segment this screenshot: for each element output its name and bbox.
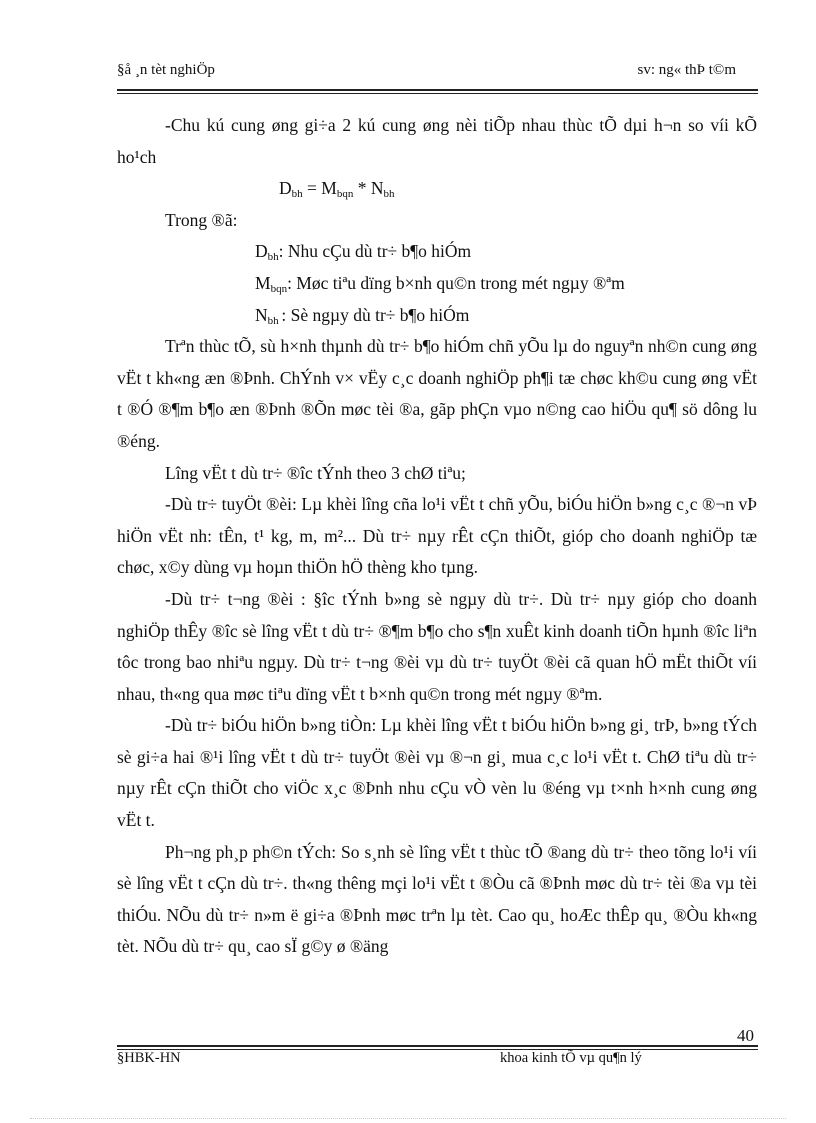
paragraph-chu-ky: -Chu kú cung øng gi÷a 2 kú cung øng nèi tiÕp nhau thùc tÕ dµi h¬n so víi kÕ ho¹ch [117, 115, 757, 167]
paragraph-du-tru-tuong-doi: -Dù tr÷ t¬ng ®èi : §îc tÝnh b»ng sè ngµy dù tr÷. Dù tr÷ nµy gióp cho doanh nghiÖp thÊy ®îc sè lîng vËt t dù tr÷ ®¶m b¶o cho s¶n xuÊt kinh doanh tiÕn hµnh ®îc liªn tôc trong bao nhiªu ngµy. Dù tr÷ t¬ng ®èi vµ dù tr÷ tuyÖt ®èi cã quan hÖ mËt thiÕt víi nhau, th«ng qua møc tiªu dïng vËt t b×nh qu©n trong mét ngµy ®ªm. [117, 588, 757, 704]
paragraph-du-tru-tuyet-doi: -Dù tr÷ tuyÖt ®èi: Lµ khèi lîng cña lo¹i vËt t chñ yÕu, biÓu hiÖn b»ng c¸c ®¬n vÞ hiÖn vËt nh: tÊn, t¹ kg, m, m²... Dù tr÷ nµy rÊt cÇn thiÕt, gióp cho doanh nghiÖp tæ chøc, x©y dùng vµ hoµn thiÖn hÖ thèng kho tµng. [117, 494, 757, 578]
footer-left-text: §HBK-HN [117, 1050, 181, 1066]
paragraph-du-tru-tien: -Dù tr÷ biÓu hiÖn b»ng tiÒn: Lµ khèi lîng vËt t biÓu hiÖn b»ng gi¸ trÞ, b»ng tÝch sè gi÷a hai ®¹i lîng vËt t dù tr÷ tuyÖt ®èi vµ ®¬n gi¸ mua c¸c lo¹i vËt t. ChØ tiªu dù tr÷ nµy rÊt cÇn thiÕt cho viÖc x¸c ®Þnh nhu cÇu vÒ vèn lu ®éng vµ t×nh h×nh cung øng vËt t. [117, 715, 757, 831]
paragraph-luong-vat-tu: Lîng vËt t dù tr÷ ®îc tÝnh theo 3 chØ tiªu; [165, 462, 466, 483]
definition-m-text: : Møc tiªu dïng b×nh qu©n trong mét ngµy ®ªm [287, 272, 625, 293]
header-right-text: sv: ng« thÞ t©m [637, 62, 736, 78]
definition-d-sub: bh [267, 251, 279, 264]
definition-n-text: : Sè ngµy dù tr÷ b¶o hiÓm [281, 304, 470, 325]
paragraph-tren-thuc-te: Trªn thùc tÕ, sù h×nh thµnh dù tr÷ b¶o hiÓm chñ yÕu lµ do nguyªn nh©n cung øng vËt t kh«ng æn ®Þnh. ChÝnh v× vËy c¸c doanh nghiÖp ph¶i tæ chøc kh©u cung øng vËt t ®Ó ®¶m b¶o æn ®Þnh ®Õn møc tèi ®a, gãp phÇn vµo n©ng cao hiÖu qu¶ sö dông lu ®éng. [117, 336, 757, 451]
formula-lhs: D [279, 178, 292, 199]
header-left-text: §å ¸n tèt nghiÖp [117, 62, 215, 78]
footer-right-text: khoa kinh tÕ vµ qu¶n lý [500, 1050, 642, 1066]
formula-eq: = M [302, 178, 337, 199]
paragraph-phuong-phap: Ph¬ng ph¸p ph©n tÝch: So s¸nh sè lîng vËt t thùc tÕ ®ang dù tr÷ theo tõng lo¹i víi sè lîng vËt t cÇn dù tr÷. th«ng thêng mçi lo¹i vËt t ®Òu cã ®Þnh møc dù tr÷ tèi ®a vµ tèi thiÓu. NÕu dù tr÷ n»m ë gi÷a ®Þnh møc trªn lµ tèt. Cao qu¸ hoÆc thÊp qu¸ ®Òu kh«ng tèt. NÕu dù tr÷ qu¸ cao sÏ g©y ø ®äng [117, 841, 757, 957]
page-header [117, 62, 754, 90]
page-number: 40 [737, 1026, 754, 1045]
definition-d [117, 236, 757, 268]
definition-d-text: : Nhu cÇu dù tr÷ b¶o hiÓm [278, 241, 472, 262]
header-rule-thin [117, 93, 758, 94]
definition-n-sub: bh [267, 314, 282, 327]
header-rule-thick [117, 89, 758, 91]
definition-m-symbol: M [255, 272, 271, 293]
footer-rule-thick [117, 1045, 758, 1047]
formula-lhs-sub: bh [291, 188, 303, 201]
formula-op: * N [353, 178, 384, 199]
formula-m-sub: bqn [336, 188, 354, 201]
definition-n [117, 300, 757, 332]
definition-m [117, 268, 757, 300]
page-edge-divider [30, 1118, 786, 1119]
formula [117, 173, 757, 205]
paragraph-trong-do: Trong ®ã: [165, 209, 238, 230]
page-body [117, 110, 757, 963]
formula-n-sub: bh [383, 188, 395, 201]
footer-rule-thin [117, 1049, 758, 1050]
definition-m-sub: bqn [270, 282, 288, 295]
definition-d-symbol: D [255, 241, 268, 262]
definition-n-symbol: N [255, 304, 268, 325]
